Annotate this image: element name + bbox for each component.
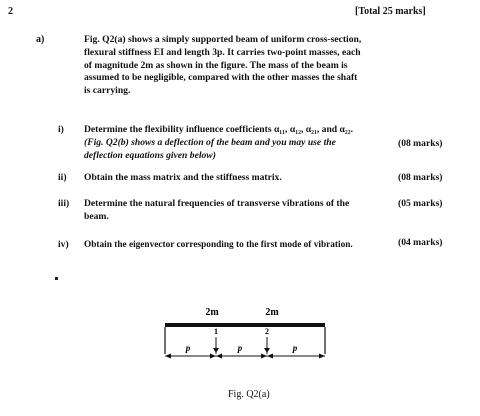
intro-line: is carrying. xyxy=(84,85,131,97)
arrow-left-icon xyxy=(216,354,222,359)
point-label: 2 xyxy=(265,327,269,336)
subq-line: beam. xyxy=(84,210,109,222)
arrow-down-icon xyxy=(213,348,219,353)
arrow-right-icon xyxy=(319,354,325,359)
subq-i-text xyxy=(84,124,384,162)
mass-label: 2m xyxy=(265,307,279,318)
figure-caption: Fig. Q2(a) xyxy=(228,389,270,400)
arrow-right-icon xyxy=(210,354,216,359)
subq-line: (Fig. Q2(b) shows a deflection of the beam and you may use the xyxy=(84,136,336,148)
subq-i-label: i) xyxy=(58,124,64,135)
intro-line: of magnitude 2m as shown in the figure. The mass of the beam is xyxy=(84,59,348,71)
span-label: p xyxy=(185,343,191,353)
stray-mark xyxy=(55,277,58,280)
part-a-intro xyxy=(84,34,394,98)
span-label: p xyxy=(292,343,298,353)
subq-iv-label: iv) xyxy=(58,239,69,250)
intro-line: flexural stiffness EI and length 3p. It carries two-point masses, each xyxy=(84,46,361,58)
beam xyxy=(165,323,325,327)
subq-iv-text: Obtain the eigenvector corresponding to the first mode of vibration. xyxy=(84,240,353,250)
subq-i-marks: (08 marks) xyxy=(398,138,443,149)
subq-iii-marks: (05 marks) xyxy=(398,198,443,209)
total-marks: [Total 25 marks] xyxy=(355,6,426,17)
arrow-down-icon xyxy=(264,348,270,353)
subq-iv-marks: (04 marks) xyxy=(398,237,443,248)
subq-ii-label: ii) xyxy=(58,172,67,183)
beam-figure xyxy=(150,296,340,376)
subq-line: Determine the natural frequencies of transverse vibrations of the xyxy=(84,198,350,209)
arrow-left-icon xyxy=(165,354,171,359)
subq-line: Determine the flexibility influence coefficients α₁₁, α₁₂, α₂₁, and α₂₂. xyxy=(84,124,354,135)
subq-iii-text xyxy=(84,198,384,224)
point-label: 1 xyxy=(214,327,218,336)
part-a-label: a) xyxy=(36,34,45,45)
subq-ii-text: Obtain the mass matrix and the stiffness matrix. xyxy=(84,172,282,183)
mass-label: 2m xyxy=(205,307,219,318)
intro-line: assumed to be negligible, compared with the other masses the shaft xyxy=(84,72,358,84)
subq-ii-marks: (08 marks) xyxy=(398,172,443,183)
arrow-left-icon xyxy=(267,354,273,359)
intro-line: Fig. Q2(a) shows a simply supported beam of uniform cross-section, xyxy=(84,34,362,45)
subq-iii-label: iii) xyxy=(58,198,70,209)
arrow-right-icon xyxy=(261,354,267,359)
span-label: p xyxy=(237,343,243,353)
question-number: 2 xyxy=(8,6,13,17)
subq-line: deflection equations given below) xyxy=(84,149,216,161)
